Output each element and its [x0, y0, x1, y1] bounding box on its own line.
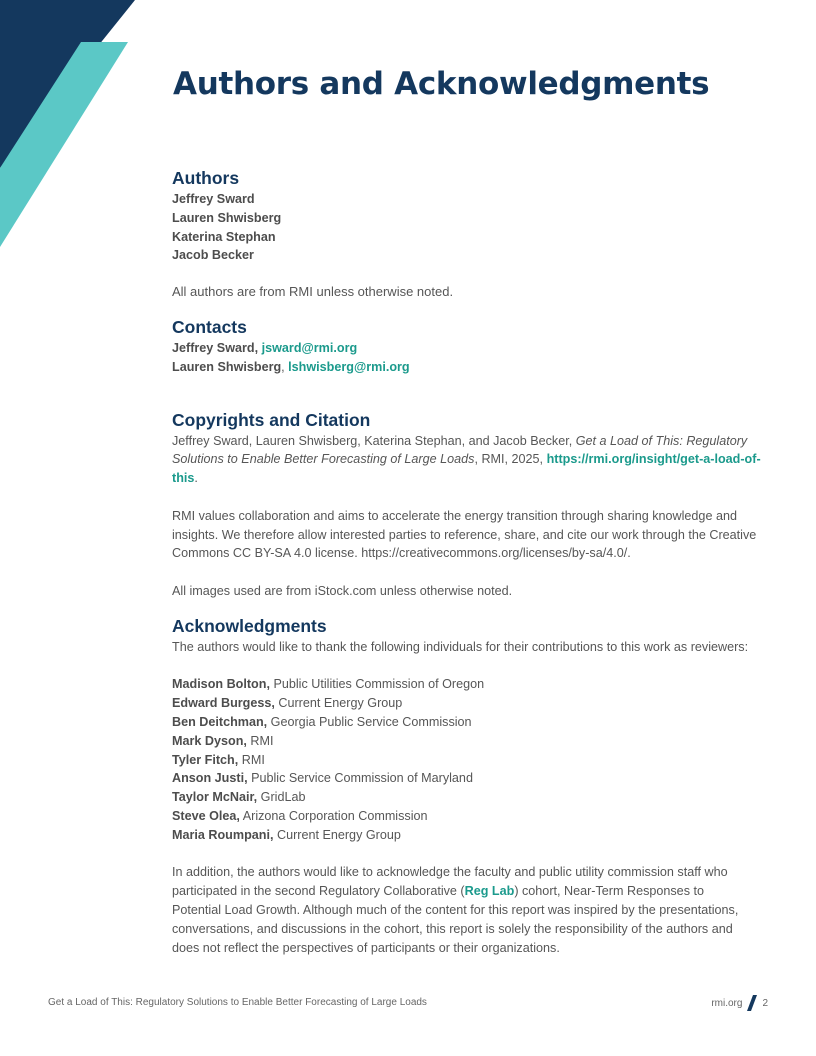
author-name: Lauren Shwisberg — [172, 210, 282, 225]
citation-publisher: , RMI, 2025, — [474, 452, 547, 467]
reviewer-org: GridLab — [257, 790, 306, 805]
reviewer-org: RMI — [246, 733, 274, 748]
contacts-heading: Contacts — [172, 316, 247, 337]
citation-end: . — [194, 471, 198, 486]
license-text: RMI values collaboration and aims to accelerate the energy transition through sharing knowledge and insights. We therefore allow interested parties to reference, share, and cite our work through the Creative Commons CC BY-SA 4.0 license. https://creativecommons.org/licenses/by-sa/4.0/. — [172, 508, 757, 561]
authors-heading: Authors — [172, 168, 240, 188]
closing-text-before: In addition, the authors would like to acknowledge the faculty and public utility commission staff who participated in the second Regulatory Collaborative ( — [172, 865, 728, 899]
reviewer-item — [172, 769, 772, 788]
reviewer-name: Steve Olea, — [172, 808, 240, 823]
acknowledgments-heading: Acknowledgments — [172, 615, 327, 636]
author-name: Katerina Stephan — [172, 229, 276, 244]
copyright-heading: Copyrights and Citation — [172, 409, 371, 430]
citation-url-link[interactable]: https://rmi.org/insight/get-a-load-of-this — [172, 452, 761, 486]
page-number: 2 — [762, 997, 768, 1009]
citation-text — [172, 432, 772, 488]
authors-note: All authors are from RMI unless otherwise noted. — [172, 284, 454, 300]
citation-title: Get a Load of This: Regulatory Solutions to Enable Better Forecasting of Large Loads — [172, 433, 748, 467]
images-note: All images used are from iStock.com unless otherwise noted. — [172, 583, 513, 598]
footer-report-title: Get a Load of This: Regulatory Solutions to Enable Better Forecasting of Large Loads — [48, 997, 427, 1008]
contact-separator: , — [281, 359, 289, 374]
reviewer-org: Public Utilities Commission of Oregon — [269, 677, 485, 692]
reviewer-item — [172, 826, 772, 845]
reviewer-item — [172, 807, 772, 826]
reviewer-name: Madison Bolton, — [172, 677, 270, 692]
contact-item — [172, 339, 772, 358]
reviewer-item — [172, 732, 772, 751]
contact-item — [172, 358, 772, 377]
reviewer-org: Public Service Commission of Maryland — [247, 771, 473, 786]
authors-section — [172, 166, 772, 302]
reviewer-org: RMI — [238, 752, 265, 767]
reg-lab-link[interactable]: Reg Lab — [464, 884, 515, 899]
reviewer-name: Maria Roumpani, — [172, 827, 274, 842]
contact-name: Jeffrey Sward, — [172, 340, 259, 355]
slash-logo-icon — [747, 995, 757, 1011]
reviewer-item — [172, 694, 772, 713]
reviewer-org: Georgia Public Service Commission — [267, 714, 472, 729]
footer-site-link[interactable]: rmi.org — [711, 997, 743, 1009]
reviewer-org: Current Energy Group — [274, 696, 403, 711]
acknowledgments-intro: The authors would like to thank the following individuals for their contributions to this work as reviewers: — [172, 639, 749, 654]
acknowledgments-section — [172, 614, 772, 958]
reviewers-list — [172, 675, 772, 844]
copyright-section — [172, 408, 772, 601]
closing-text-after: ) cohort, Near-Term Responses to Potential Load Growth. Although much of the content for this report was inspired by the presentations, conversations, and discussions in the cohort, this report is solely the responsibility of the authors and does not reflect the perspectives of participants or their organizations. — [172, 884, 739, 955]
main-content — [172, 166, 772, 957]
reviewer-name: Ben Deitchman, — [172, 714, 268, 729]
reviewer-name: Anson Justi, — [172, 771, 248, 786]
reviewer-item — [172, 713, 772, 732]
contact-email-link[interactable]: jsward@rmi.org — [261, 340, 358, 355]
reviewer-item — [172, 751, 772, 770]
reviewer-name: Tyler Fitch, — [172, 752, 239, 767]
footer-right — [711, 995, 768, 1011]
acknowledgments-closing — [172, 863, 752, 957]
reviewer-name: Mark Dyson, — [172, 733, 247, 748]
reviewer-name: Edward Burgess, — [172, 696, 275, 711]
page-title: Authors and Acknowledgments — [173, 66, 710, 102]
contact-email-link[interactable]: lshwisberg@rmi.org — [288, 359, 410, 374]
author-name: Jeffrey Sward — [172, 192, 255, 206]
reviewer-name: Taylor McNair, — [172, 790, 258, 805]
reviewer-item — [172, 675, 772, 694]
authors-list — [172, 190, 772, 265]
contacts-section — [172, 315, 772, 377]
citation-authors: Jeffrey Sward, Lauren Shwisberg, Katerina Stephan, and Jacob Becker, — [172, 433, 576, 448]
author-name: Jacob Becker — [172, 248, 254, 263]
decorative-corner-graphic — [0, 0, 140, 250]
reviewer-org: Arizona Corporation Commission — [239, 808, 428, 823]
reviewer-item — [172, 788, 772, 807]
contact-name: Lauren Shwisberg — [172, 359, 282, 374]
reviewer-org: Current Energy Group — [273, 827, 401, 842]
